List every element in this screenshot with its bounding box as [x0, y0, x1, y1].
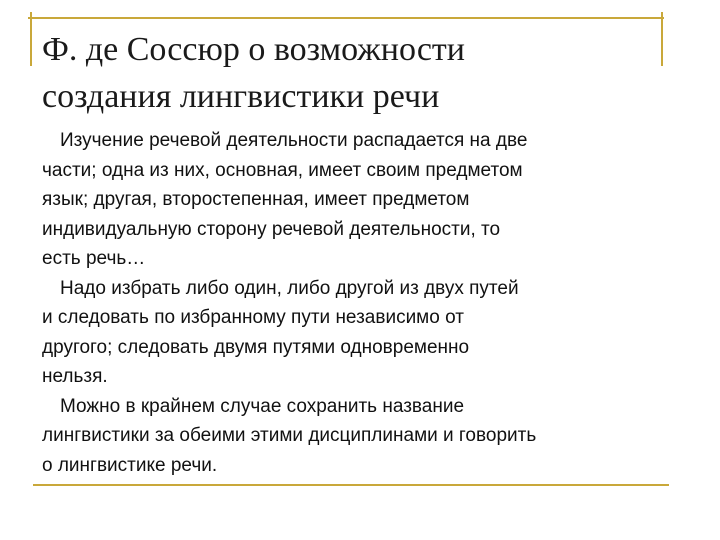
slide-title	[42, 26, 642, 120]
title-line: создания лингвистики речи	[42, 78, 440, 115]
frame-right-line	[661, 12, 663, 66]
title-line: Ф. де Соссюр о возможности	[42, 31, 465, 68]
body-line: другого; следовать двумя путями одновременно	[42, 336, 470, 358]
frame-left-line	[30, 12, 32, 66]
slide-body	[42, 126, 662, 480]
body-line: о лингвистике речи.	[42, 454, 218, 476]
body-line: индивидуальную сторону речевой деятельности, то	[42, 218, 501, 240]
frame-top-line	[28, 17, 664, 19]
body-line: и следовать по избранному пути независимо от	[42, 307, 464, 328]
frame-bottom-line	[33, 484, 669, 486]
body-line: Можно в крайнем случае сохранить название	[60, 395, 465, 417]
body-line: есть речь…	[42, 248, 146, 269]
body-line: Надо избрать либо один, либо другой из двух путей	[60, 277, 519, 299]
body-line: Изучение речевой деятельности распадается на две	[60, 130, 528, 151]
body-line: нельзя.	[42, 366, 108, 387]
body-line: язык; другая, второстепенная, имеет предметом	[42, 189, 470, 210]
body-line: части; одна из них, основная, имеет своим предметом	[42, 159, 523, 181]
body-line: лингвистики за обеими этими дисциплинами и говорить	[42, 425, 537, 446]
